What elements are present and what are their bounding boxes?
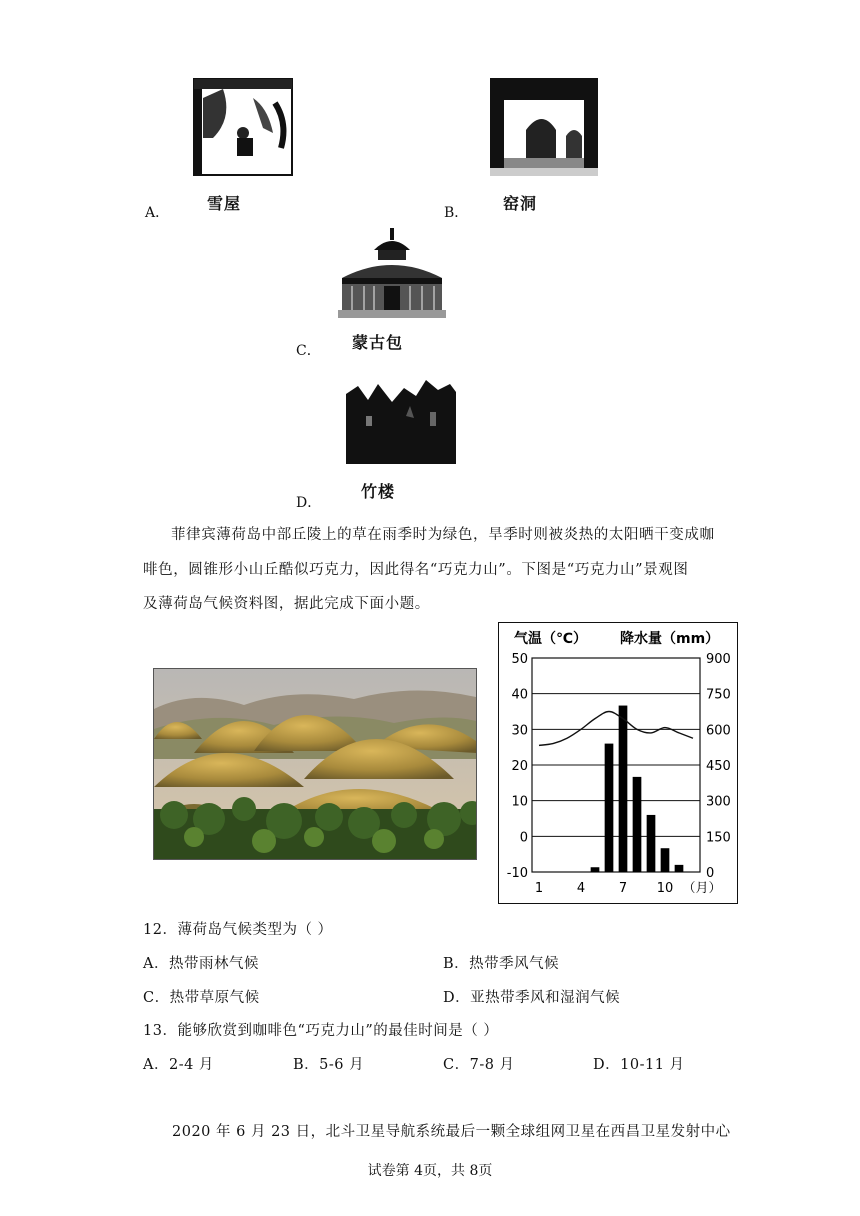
y-left-tick-label: 10 [511, 794, 528, 810]
precipitation-bar [619, 706, 628, 872]
precipitation-bar [661, 848, 670, 872]
passage-line-1: 菲律宾薄荷岛中部丘陵上的草在雨季时为绿色，旱季时则被炎热的太阳晒干变成咖 [171, 527, 715, 543]
bamboo-house-photo [346, 376, 456, 464]
option-a-letter: A． [145, 205, 170, 221]
option-c-letter: C． [296, 343, 321, 359]
option-b-letter: B． [444, 205, 469, 221]
q13-option-d[interactable]: D．10-11 月 [593, 1057, 685, 1073]
y-right-tick-label: 450 [706, 759, 731, 774]
q13-option-c[interactable]: C．7-8 月 [443, 1057, 515, 1073]
y-right-tick-label: 600 [706, 723, 731, 739]
q13-stem: 13．能够欣赏到咖啡色“巧克力山”的最佳时间是（ ） [143, 1023, 499, 1039]
climate-chart [498, 622, 738, 904]
option-a-caption: 雪屋 [207, 194, 242, 213]
x-tick-label: 4 [576, 881, 586, 896]
precipitation-bar [675, 865, 684, 872]
precipitation-bar [605, 744, 614, 872]
y-right-tick-label: 900 [706, 652, 731, 667]
igloo-photo [193, 78, 293, 176]
y-right-tick-label: 300 [706, 794, 731, 810]
y-left-tick-label: 20 [511, 759, 528, 774]
y-right-tick-label: 150 [706, 830, 731, 846]
yurt-photo [338, 226, 446, 318]
chocolate-hills-photo [153, 668, 477, 860]
y-left-tick-label: 0 [519, 830, 528, 846]
page-footer: 试卷第 4页，共 8页 [367, 1163, 493, 1179]
x-tick-label: 10 [656, 881, 674, 896]
q13-option-a[interactable]: A．2-4 月 [143, 1057, 214, 1073]
precipitation-bar [591, 867, 600, 872]
q12-option-c[interactable]: C．热带草原气候 [143, 990, 260, 1006]
q12-option-a[interactable]: A．热带雨林气候 [143, 956, 259, 972]
x-tick-label: 1 [534, 881, 544, 896]
q12-option-d[interactable]: D．亚热带季风和湿润气候 [443, 990, 621, 1006]
chart-title-left: 气温（℃） [514, 631, 587, 647]
option-c-caption: 蒙古包 [352, 333, 404, 352]
y-left-tick-label: 40 [511, 687, 528, 703]
precipitation-bar [633, 777, 642, 872]
y-left-tick-label: -10 [506, 866, 528, 881]
q12-stem: 12．薄荷岛气候类型为（ ） [143, 922, 333, 938]
y-left-tick-label: 50 [511, 652, 528, 667]
y-right-tick-label: 0 [706, 866, 715, 881]
option-b-caption: 窑洞 [503, 194, 538, 213]
y-right-tick-label: 750 [706, 687, 731, 703]
q12-option-b[interactable]: B．热带季风气候 [443, 956, 560, 972]
passage-line-3: 及薄荷岛气候资料图，据此完成下面小题。 [143, 596, 430, 612]
option-d-letter: D． [296, 495, 322, 511]
chart-title-right: 降水量（mm） [620, 631, 720, 647]
x-tick-label: 7 [618, 881, 628, 896]
precipitation-bar [647, 815, 656, 872]
cave-dwelling-photo [490, 78, 598, 176]
x-unit-label: （月） [682, 881, 722, 896]
q13-option-b[interactable]: B．5-6 月 [293, 1057, 365, 1073]
trailing-passage: 2020 年 6 月 23 日，北斗卫星导航系统最后一颗全球组网卫星在西昌卫星发射中心 [172, 1124, 731, 1140]
passage-line-2: 啡色，圆锥形小山丘酷似巧克力，因此得名“巧克力山”。下图是“巧克力山”景观图 [143, 562, 689, 578]
y-left-tick-label: 30 [511, 723, 528, 739]
option-d-caption: 竹楼 [361, 482, 396, 501]
